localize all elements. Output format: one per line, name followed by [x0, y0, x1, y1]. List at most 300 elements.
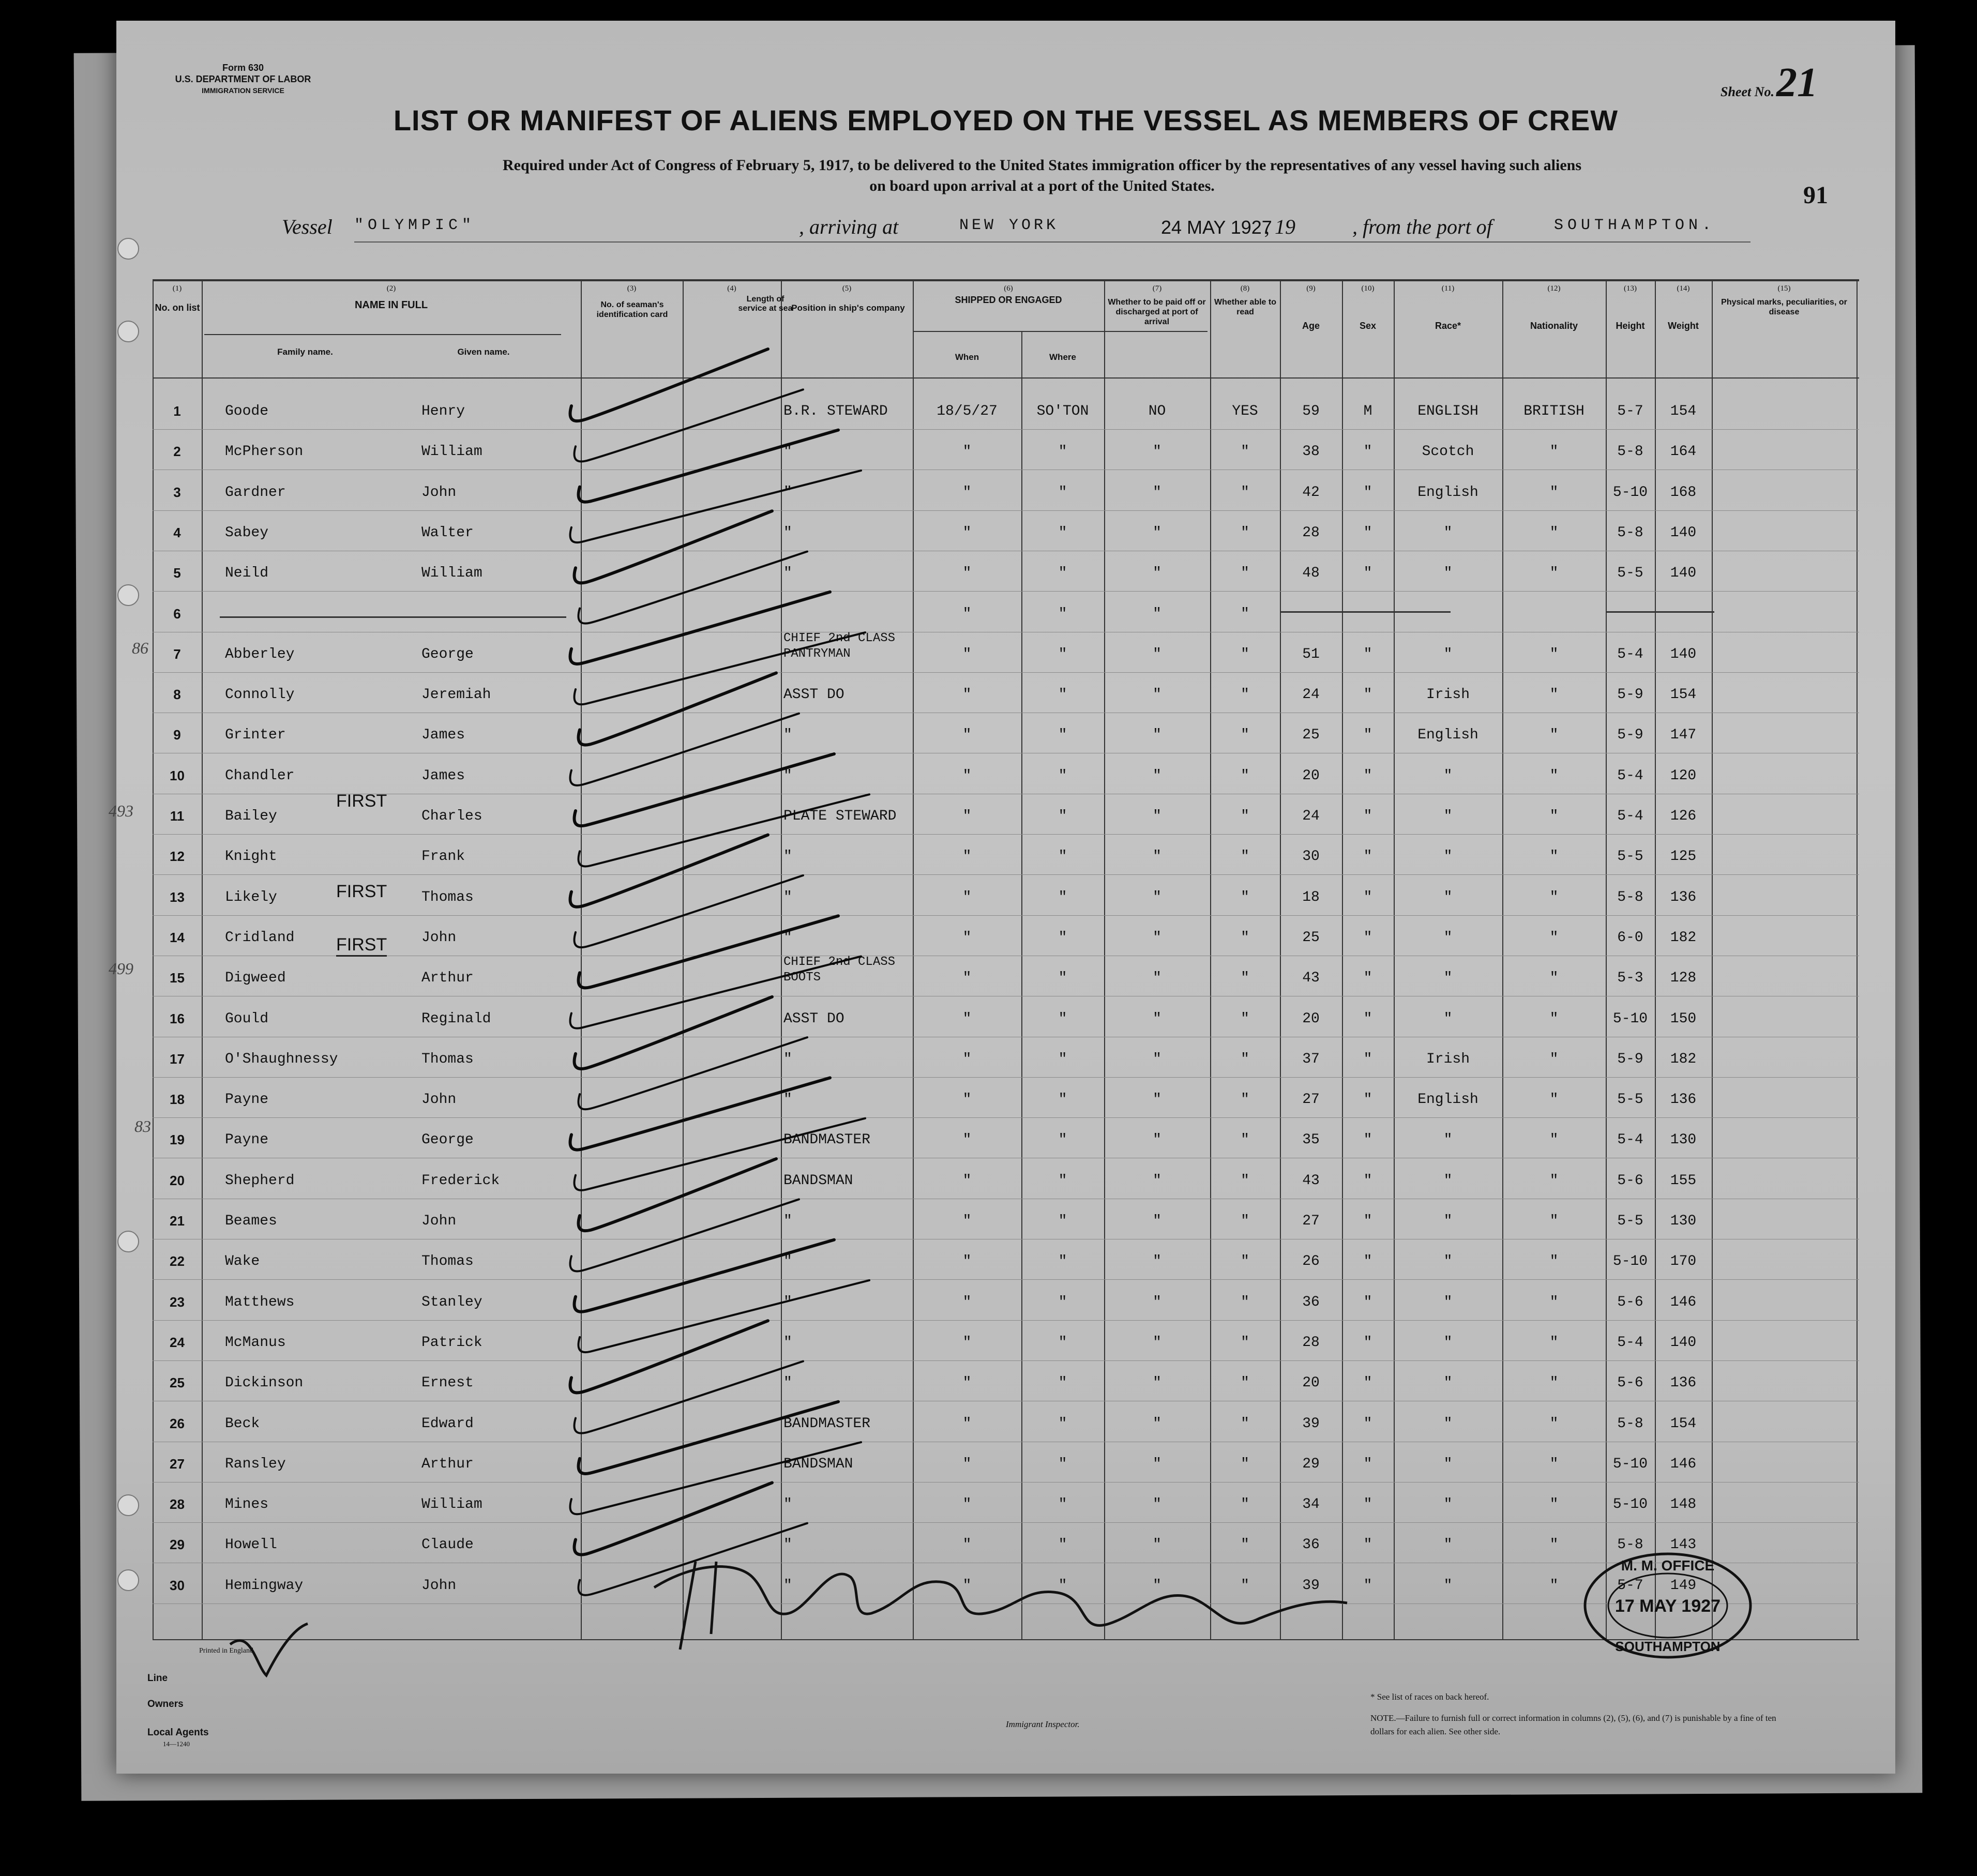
- cell-sex: ": [1363, 444, 1372, 460]
- cell-nat: ": [1549, 1577, 1559, 1594]
- cell-when: ": [962, 727, 972, 744]
- cell-race: ": [1443, 1496, 1453, 1513]
- cell-family: Mines: [225, 1496, 269, 1513]
- cell-read: ": [1241, 1456, 1249, 1472]
- cell-paid: ": [1153, 484, 1161, 501]
- cell-no: 19: [170, 1132, 185, 1148]
- header-paid-off: Whether to be paid off or discharged at port of arrival: [1108, 298, 1206, 326]
- cell-family: Likely: [225, 889, 277, 905]
- cell-given: Ernest: [421, 1375, 474, 1391]
- cell-family: Ransley: [225, 1456, 286, 1472]
- cell-when: ": [962, 1375, 972, 1391]
- cell-race: Scotch: [1422, 444, 1474, 460]
- cell-paid: NO: [1148, 403, 1166, 419]
- cell-no: 29: [170, 1537, 185, 1553]
- cell-nat: ": [1549, 1253, 1559, 1270]
- cell-race: ": [1443, 1415, 1453, 1432]
- cell-position: ": [783, 1213, 792, 1229]
- cell-weight: 143: [1670, 1537, 1697, 1553]
- cell-weight: 154: [1670, 687, 1697, 703]
- cell-position: ": [783, 1375, 792, 1391]
- cell-where: ": [1058, 484, 1067, 501]
- stamp-bottom: SOUTHAMPTON: [1615, 1639, 1721, 1654]
- punch-hole: [117, 584, 139, 606]
- cell-where: ": [1058, 1456, 1067, 1472]
- cell-nat: ": [1549, 1172, 1559, 1189]
- cell-age: 20: [1302, 1375, 1320, 1391]
- cell-where: ": [1058, 1334, 1067, 1351]
- fine-note: NOTE.—Failure to furnish full or correct information in columns (2), (5), (6), and (7) is punishable by a fine of ten dollars for each alien. See other side.: [1370, 1713, 1776, 1736]
- cell-weight: 130: [1670, 1132, 1697, 1148]
- cell-where: ": [1058, 1415, 1067, 1432]
- cell-nat: ": [1549, 524, 1559, 541]
- cell-given: John: [421, 929, 457, 946]
- cell-age: 35: [1302, 1132, 1320, 1148]
- cell-age: 20: [1302, 1010, 1320, 1027]
- cell-where: ": [1058, 606, 1067, 622]
- cell-weight: 136: [1670, 1375, 1697, 1391]
- cell-sex: ": [1363, 1010, 1372, 1027]
- cell-sex: ": [1363, 889, 1372, 905]
- cell-where: ": [1058, 1496, 1067, 1513]
- cell-sex: ": [1363, 767, 1372, 784]
- pencil-tick: [579, 916, 839, 988]
- cell-weight: 136: [1670, 1092, 1697, 1108]
- header-name-in-full: NAME IN FULL: [354, 299, 428, 311]
- cell-family: Goode: [225, 403, 269, 419]
- cell-paid: ": [1153, 1010, 1161, 1027]
- cell-read: ": [1241, 444, 1249, 460]
- cell-weight: 168: [1670, 484, 1697, 501]
- cell-weight: 154: [1670, 1415, 1697, 1432]
- colnum-11: (11): [1441, 284, 1455, 293]
- cell-paid: ": [1153, 565, 1161, 582]
- cell-sex: ": [1363, 727, 1372, 744]
- cell-read: ": [1241, 1537, 1249, 1553]
- cell-race: ": [1443, 1334, 1453, 1351]
- cell-sex: ": [1363, 1375, 1372, 1391]
- cell-given: George: [421, 1132, 474, 1148]
- cell-sex: ": [1363, 646, 1372, 662]
- cell-given: William: [421, 444, 482, 460]
- cell-height: 5-8: [1617, 524, 1643, 541]
- pencil-tick: [570, 1078, 831, 1149]
- margin-note: 86: [132, 639, 148, 657]
- pencil-tick: [579, 430, 839, 502]
- cell-position: ": [783, 849, 792, 865]
- cell-age: 28: [1302, 524, 1320, 541]
- colnum-3: (3): [627, 284, 637, 293]
- cell-nat: ": [1549, 444, 1559, 460]
- cell-position: CHIEF 2nd CLASS BOOTS: [783, 955, 896, 985]
- cell-when: 18/5/27: [937, 403, 998, 419]
- cell-where: ": [1058, 524, 1067, 541]
- cell-paid: ": [1153, 1132, 1161, 1148]
- cell-paid: ": [1153, 1253, 1161, 1270]
- cell-given: George: [421, 646, 474, 662]
- cell-age: 25: [1302, 727, 1320, 744]
- cell-weight: 120: [1670, 767, 1697, 784]
- punch-hole: [117, 1494, 139, 1516]
- cell-paid: ": [1153, 1334, 1161, 1351]
- cell-age: 28: [1302, 1334, 1320, 1351]
- cell-where: ": [1058, 849, 1067, 865]
- cell-read: ": [1241, 1092, 1249, 1108]
- cell-when: ": [962, 970, 972, 987]
- office-stamp: [1580, 1549, 1756, 1662]
- cell-age: 27: [1302, 1092, 1320, 1108]
- cell-when: ": [962, 646, 972, 662]
- cell-family: Grinter: [225, 727, 286, 744]
- cell-where: ": [1058, 1375, 1067, 1391]
- cell-family: Knight: [225, 849, 277, 865]
- header-position: Position in ship's company: [791, 303, 905, 313]
- cell-age: 37: [1302, 1051, 1320, 1067]
- cell-age: 43: [1302, 970, 1320, 987]
- cell-family: Payne: [225, 1132, 269, 1148]
- cell-sex: ": [1363, 484, 1372, 501]
- cell-position: ": [783, 889, 792, 905]
- cell-given: Charles: [421, 808, 482, 824]
- cell-where: ": [1058, 889, 1067, 905]
- cell-where: ": [1058, 1577, 1067, 1594]
- cell-height: 5-4: [1617, 1334, 1643, 1351]
- cell-read: ": [1241, 970, 1249, 987]
- cell-position: ": [783, 524, 792, 541]
- cell-nat: ": [1549, 1496, 1559, 1513]
- header-nationality: Nationality: [1530, 321, 1578, 331]
- cell-no: 21: [170, 1213, 185, 1229]
- cell-family: Connolly: [225, 687, 295, 703]
- cell-position: ": [783, 1577, 792, 1594]
- cell-nat: ": [1549, 565, 1559, 582]
- cell-position: ": [783, 929, 792, 946]
- row-6-strike: [1280, 611, 1451, 613]
- colnum-2: (2): [386, 284, 396, 293]
- cell-nat: ": [1549, 1456, 1559, 1472]
- cell-read: ": [1241, 646, 1249, 662]
- cell-weight: 146: [1670, 1294, 1697, 1310]
- cell-where: ": [1058, 808, 1067, 824]
- first-annotation: FIRST: [336, 935, 387, 957]
- cell-nat: ": [1549, 1415, 1559, 1432]
- colnum-4: (4): [727, 284, 736, 293]
- colnum-15: (15): [1777, 284, 1791, 293]
- cell-given: Thomas: [421, 1253, 474, 1270]
- vessel-name: "OLYMPIC": [354, 217, 476, 234]
- colnum-1: (1): [172, 284, 182, 293]
- cell-when: ": [962, 1253, 972, 1270]
- cell-height: 5-6: [1617, 1375, 1643, 1391]
- cell-sex: ": [1363, 970, 1372, 987]
- cell-when: ": [962, 1294, 972, 1310]
- header-weight: Weight: [1668, 321, 1699, 331]
- cell-no: 6: [173, 606, 181, 622]
- cell-position: CHIEF 2nd CLASS PANTRYMAN: [783, 631, 896, 661]
- arrival-date: 24 MAY 1927: [1161, 217, 1272, 238]
- cell-read: ": [1241, 1213, 1249, 1229]
- cell-nat: ": [1549, 646, 1559, 662]
- cell-paid: ": [1153, 606, 1161, 622]
- cell-weight: 154: [1670, 403, 1697, 419]
- cell-family: Beck: [225, 1415, 260, 1432]
- cell-no: 23: [170, 1294, 185, 1310]
- cell-sex: ": [1363, 1415, 1372, 1432]
- cell-age: 18: [1302, 889, 1320, 905]
- cell-read: ": [1241, 606, 1249, 622]
- cell-when: ": [962, 1334, 972, 1351]
- cell-where: ": [1058, 929, 1067, 946]
- cell-when: ": [962, 1496, 972, 1513]
- cell-position: ": [783, 1253, 792, 1270]
- cell-sex: ": [1363, 1577, 1372, 1594]
- cell-given: Frederick: [421, 1172, 500, 1189]
- cell-family: Gardner: [225, 484, 286, 501]
- cell-given: Henry: [421, 403, 465, 419]
- arriving-port: NEW YORK: [959, 217, 1059, 234]
- cell-sex: ": [1363, 1537, 1372, 1553]
- cell-when: ": [962, 1577, 972, 1594]
- cell-when: ": [962, 1172, 972, 1189]
- cell-race: ": [1443, 1010, 1453, 1027]
- cell-sex: ": [1363, 687, 1372, 703]
- cell-race: ": [1443, 1172, 1453, 1189]
- cell-paid: ": [1153, 1092, 1161, 1108]
- cell-weight: 128: [1670, 970, 1697, 987]
- cell-family: Gould: [225, 1010, 269, 1027]
- cell-no: 7: [173, 646, 181, 662]
- cell-race: ": [1443, 767, 1453, 784]
- header-sex: Sex: [1359, 321, 1377, 331]
- cell-when: ": [962, 1415, 972, 1432]
- cell-family: Matthews: [225, 1294, 295, 1310]
- cell-position: ": [783, 1496, 792, 1513]
- cell-weight: 140: [1670, 646, 1697, 662]
- cell-where: ": [1058, 565, 1067, 582]
- header-family-name: Family name.: [277, 347, 333, 357]
- cell-height: 5-6: [1617, 1172, 1643, 1189]
- cell-weight: 140: [1670, 524, 1697, 541]
- year-label: , 19: [1264, 215, 1295, 238]
- cell-given: William: [421, 1496, 482, 1513]
- cell-no: 28: [170, 1496, 185, 1512]
- footer-form-code: 14—1240: [163, 1740, 190, 1748]
- pencil-tick: [579, 1280, 870, 1352]
- cell-height: 5-10: [1612, 1253, 1648, 1270]
- cell-when: ": [962, 849, 972, 865]
- cell-age: 42: [1302, 484, 1320, 501]
- cell-when: ": [962, 1132, 972, 1148]
- sheet-label: Sheet No.: [1721, 84, 1774, 99]
- cell-weight: 155: [1670, 1172, 1697, 1189]
- cell-when: ": [962, 808, 972, 824]
- cell-read: YES: [1232, 403, 1258, 419]
- margin-note: 499: [109, 959, 133, 978]
- cell-paid: ": [1153, 1213, 1161, 1229]
- cell-read: ": [1241, 1577, 1249, 1594]
- header-height: Height: [1616, 321, 1645, 331]
- cell-nat: ": [1549, 1051, 1559, 1067]
- races-note: * See list of races on back hereof.: [1370, 1692, 1489, 1702]
- cell-weight: 146: [1670, 1456, 1697, 1472]
- cell-height: 5-9: [1617, 1051, 1643, 1067]
- cell-age: 48: [1302, 565, 1320, 582]
- cell-position: BANDMASTER: [783, 1415, 871, 1432]
- cell-height: 5-7: [1617, 1577, 1643, 1594]
- cell-paid: ": [1153, 1294, 1161, 1310]
- cell-position: BANDSMAN: [783, 1456, 853, 1472]
- cell-race: Irish: [1426, 687, 1470, 703]
- cell-read: ": [1241, 1010, 1249, 1027]
- pencil-tick: [579, 794, 870, 866]
- cell-weight: 136: [1670, 889, 1697, 905]
- cell-height: 5-10: [1612, 1496, 1648, 1513]
- pencil-tick: [575, 1240, 835, 1312]
- cell-where: ": [1058, 1092, 1067, 1108]
- cell-where: ": [1058, 1537, 1067, 1553]
- cell-position: ": [783, 727, 792, 744]
- pencil-tick: [579, 1402, 839, 1474]
- cell-where: ": [1058, 1051, 1067, 1067]
- punch-hole: [117, 1231, 139, 1252]
- cell-given: Frank: [421, 849, 465, 865]
- header-age: Age: [1302, 321, 1320, 331]
- cell-where: ": [1058, 727, 1067, 744]
- cell-sex: ": [1363, 1092, 1372, 1108]
- cell-read: ": [1241, 1415, 1249, 1432]
- cell-no: 4: [173, 524, 181, 540]
- cell-race: ": [1443, 1294, 1453, 1310]
- colnum-12: (12): [1547, 284, 1561, 293]
- cell-weight: 170: [1670, 1253, 1697, 1270]
- cell-race: ": [1443, 565, 1453, 582]
- cell-given: Reginald: [421, 1010, 491, 1027]
- cell-paid: ": [1153, 1496, 1161, 1513]
- cell-position: ": [783, 1334, 792, 1351]
- cell-nat: ": [1549, 1092, 1559, 1108]
- cell-when: ": [962, 1537, 972, 1553]
- cell-sex: ": [1363, 1294, 1372, 1310]
- cell-family: Howell: [225, 1537, 277, 1553]
- cell-where: ": [1058, 1253, 1067, 1270]
- cell-paid: ": [1153, 889, 1161, 905]
- cell-age: 59: [1302, 403, 1320, 419]
- cell-position: ASST DO: [783, 1010, 844, 1027]
- header-length-service: Length of service at sea: [738, 295, 793, 313]
- cell-read: ": [1241, 687, 1249, 703]
- colnum-14: (14): [1677, 284, 1690, 293]
- cell-where: ": [1058, 767, 1067, 784]
- cell-age: 34: [1302, 1496, 1320, 1513]
- cell-when: ": [962, 565, 972, 582]
- cell-paid: ": [1153, 1415, 1161, 1432]
- cell-race: ": [1443, 1253, 1453, 1270]
- cell-where: ": [1058, 646, 1067, 662]
- cell-height: 5-4: [1617, 808, 1643, 824]
- cell-no: 1: [173, 403, 181, 419]
- cell-sex: ": [1363, 929, 1372, 946]
- cell-no: 12: [170, 849, 185, 865]
- cell-no: 24: [170, 1334, 185, 1350]
- cell-read: ": [1241, 1375, 1249, 1391]
- cell-height: 5-5: [1617, 849, 1643, 865]
- cell-family: Cridland: [225, 929, 295, 946]
- sheet-number: 21: [1776, 60, 1818, 105]
- cell-sex: ": [1363, 1132, 1372, 1148]
- colnum-8: (8): [1240, 284, 1250, 293]
- cell-age: 29: [1302, 1456, 1320, 1472]
- cell-position: BANDSMAN: [783, 1172, 853, 1189]
- cell-paid: ": [1153, 929, 1161, 946]
- cell-height: 5-10: [1612, 484, 1648, 501]
- cell-weight: 126: [1670, 808, 1697, 824]
- subtitle-line-1: Required under Act of Congress of February 5, 1917, to be delivered to the United States immigration officer by the representatives of any vessel having such aliens: [503, 157, 1581, 174]
- cell-weight: 130: [1670, 1213, 1697, 1229]
- cell-read: ": [1241, 849, 1249, 865]
- cell-when: ": [962, 1213, 972, 1229]
- from-port: SOUTHAMPTON.: [1554, 217, 1716, 234]
- cell-read: ": [1241, 565, 1249, 582]
- cell-race: ": [1443, 808, 1453, 824]
- footer-line-label: Line: [147, 1673, 168, 1684]
- cell-no: 22: [170, 1253, 185, 1269]
- cell-read: ": [1241, 1051, 1249, 1067]
- cell-read: ": [1241, 1294, 1249, 1310]
- cell-nat: ": [1549, 1375, 1559, 1391]
- cell-no: 20: [170, 1172, 185, 1188]
- header-given-name: Given name.: [457, 347, 510, 357]
- cell-sex: M: [1363, 403, 1372, 419]
- cell-no: 16: [170, 1010, 185, 1026]
- header-physical: Physical marks, peculiarities, or disease: [1721, 298, 1847, 316]
- cell-no: 10: [170, 767, 185, 783]
- cell-family: Neild: [225, 565, 269, 582]
- cell-height: 5-8: [1617, 889, 1643, 905]
- cell-weight: 125: [1670, 849, 1697, 865]
- cell-given: John: [421, 484, 457, 501]
- pencil-tick: [579, 673, 777, 745]
- cell-weight: 140: [1670, 1334, 1697, 1351]
- cell-nat: ": [1549, 1334, 1559, 1351]
- cell-paid: ": [1153, 687, 1161, 703]
- cell-read: ": [1241, 889, 1249, 905]
- cell-paid: ": [1153, 1172, 1161, 1189]
- form-number: Form 630: [222, 63, 264, 73]
- cell-no: 27: [170, 1456, 185, 1472]
- cell-age: 25: [1302, 929, 1320, 946]
- cell-family: Chandler: [225, 767, 295, 784]
- cell-height: 5-8: [1617, 444, 1643, 460]
- vessel-label: Vessel: [282, 215, 333, 238]
- punch-hole: [117, 238, 139, 260]
- cell-nat: ": [1549, 970, 1559, 987]
- pencil-tick: [579, 1159, 777, 1231]
- cell-read: ": [1241, 767, 1249, 784]
- cell-height: 5-3: [1617, 970, 1643, 987]
- cell-paid: ": [1153, 1537, 1161, 1553]
- pencil-tick: [579, 552, 808, 624]
- cell-race: ": [1443, 1537, 1453, 1553]
- cell-race: Irish: [1426, 1051, 1470, 1067]
- cell-weight: 182: [1670, 929, 1697, 946]
- cell-family: Bailey: [225, 808, 277, 824]
- cell-given: Jeremiah: [421, 687, 491, 703]
- stamp-date: 17 MAY 1927: [1614, 1596, 1721, 1616]
- cell-when: ": [962, 444, 972, 460]
- cell-paid: ": [1153, 767, 1161, 784]
- cell-family: Digweed: [225, 970, 286, 987]
- cell-height: 6-0: [1617, 929, 1643, 946]
